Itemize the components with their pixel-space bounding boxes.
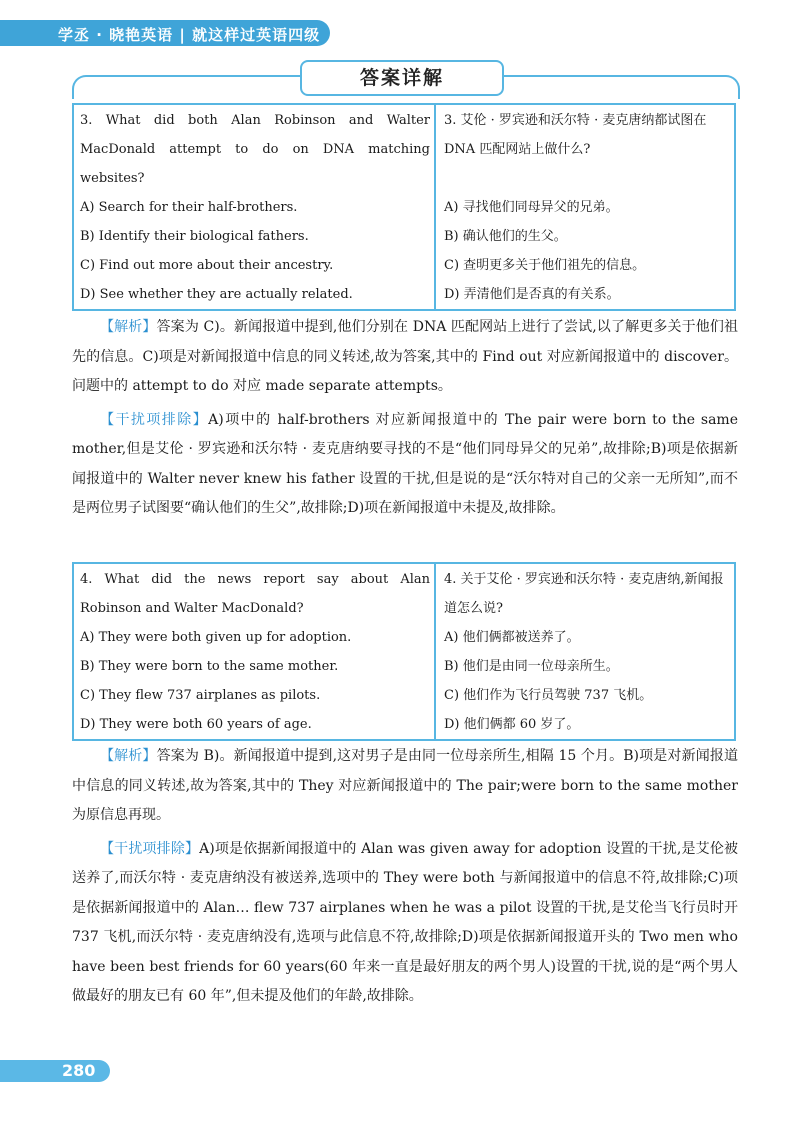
distractor-text: A)项中的 half-brothers 对应新闻报道中的 The pair were born to the same mother,但是艾伦 · 罗宾逊和沃尔特 · 麦克唐纳要寻找的不是“他们同母异父的兄弟”,故排除;B)项是依据新闻报道中的 Walter never knew his father 设置的干扰,但是说的是“沃尔特对自己的父亲一无所知”,而不是两位男子试图要“确认他们的生父”,故排除;D)项在新闻报道中未提及,故排除。 (72, 411, 738, 516)
analysis-paragraph (72, 742, 738, 831)
option-d-en: D) See whether they are actually related. (80, 287, 353, 302)
distractor-text: A)项是依据新闻报道中的 Alan was given away for adoption 设置的干扰,是艾伦被送养了,而沃尔特 · 麦克唐纳没有被送养,选项中的 They were both 与新闻报道中的信息不符,故排除;C)项是依据新闻报道中的 Alan… flew 737 airplanes when he was a pilot 设置的干扰,是艾伦当飞行员时开 737 飞机,而沃尔特 · 麦克唐纳没有,选项与此信息不符,故排除;D)项是依据新闻报道开头的 Two men who have been best friends for 60 years(60 年来一直是最好朋友的两个男人)设置的干扰,说的是“两个男人做最好的朋友已有 60 年”,但未提及他们的年龄,故排除。 (72, 840, 738, 1004)
option-d-zh: D) 弄清他们是否真的有关系。 (444, 287, 620, 302)
analysis-text: 答案为 C)。新闻报道中提到,他们分别在 DNA 匹配网站上进行了尝试,以了解更多关于他们祖先的信息。C)项是对新闻报道中信息的同义转述,故为答案,其中的 Find out 对应新闻报道中的 discover。问题中的 attempt to do 对应 made separate attempts。 (72, 319, 739, 394)
option-c-en: C) They flew 737 airplanes as pilots. (80, 688, 321, 703)
question-3-analysis (72, 313, 738, 524)
analysis-label: 【解析】 (100, 319, 157, 335)
option-a-en: A) Search for their half-brothers. (80, 200, 298, 215)
distractor-label: 【干扰项排除】 (100, 840, 200, 857)
analysis-paragraph (72, 313, 738, 402)
distractor-paragraph (72, 406, 738, 524)
option-c-zh: C) 查明更多关于他们祖先的信息。 (444, 258, 646, 273)
question-4-english (73, 563, 435, 740)
option-b-en: B) Identify their biological fathers. (80, 229, 309, 244)
distractor-label: 【干扰项排除】 (100, 411, 209, 428)
section-title: 答案详解 (300, 60, 504, 96)
question-4-text-en: 4. What did the news report say about Alan Robinson and Walter MacDonald? (80, 572, 430, 616)
option-d-en: D) They were both 60 years of age. (80, 717, 312, 732)
question-4-analysis (72, 742, 738, 1012)
option-a-zh: A) 寻找他们同母异父的兄弟。 (444, 200, 619, 215)
option-c-en: C) Find out more about their ancestry. (80, 258, 334, 273)
question-4-chinese (435, 563, 735, 740)
option-d-zh: D) 他们俩都 60 岁了。 (444, 717, 580, 732)
book-title: 学丞 · 晓艳英语 | 就这样过英语四级 (58, 26, 321, 44)
question-4-table (72, 562, 736, 741)
question-3-text-en: 3. What did both Alan Robinson and Walter MacDonald attempt to do on DNA matching websites? (80, 113, 430, 186)
analysis-label: 【解析】 (100, 748, 157, 764)
option-a-zh: A) 他们俩都被送养了。 (444, 630, 580, 645)
question-3-table (72, 103, 736, 311)
question-3-english (73, 104, 435, 310)
option-c-zh: C) 他们作为飞行员驾驶 737 飞机。 (444, 688, 653, 703)
option-b-zh: B) 确认他们的生父。 (444, 229, 567, 244)
analysis-text: 答案为 B)。新闻报道中提到,这对男子是由同一位母亲所生,相隔 15 个月。B)项是对新闻报道中信息的同义转述,故为答案,其中的 They 对应新闻报道中的 The pair;were born to the same mother 为原信息再现。 (72, 748, 738, 823)
option-b-zh: B) 他们是由同一位母亲所生。 (444, 659, 619, 674)
question-3-text-zh: 3. 艾伦 · 罗宾逊和沃尔特 · 麦克唐纳都试图在 DNA 匹配网站上做什么? (444, 113, 707, 157)
question-4-text-zh: 4. 关于艾伦 · 罗宾逊和沃尔特 · 麦克唐纳,新闻报道怎么说? (444, 572, 724, 616)
distractor-paragraph (72, 835, 738, 1012)
option-b-en: B) They were born to the same mother. (80, 659, 339, 674)
question-3-chinese (435, 104, 735, 310)
option-a-en: A) They were both given up for adoption. (80, 630, 352, 645)
page-number: 280 (62, 1061, 96, 1080)
